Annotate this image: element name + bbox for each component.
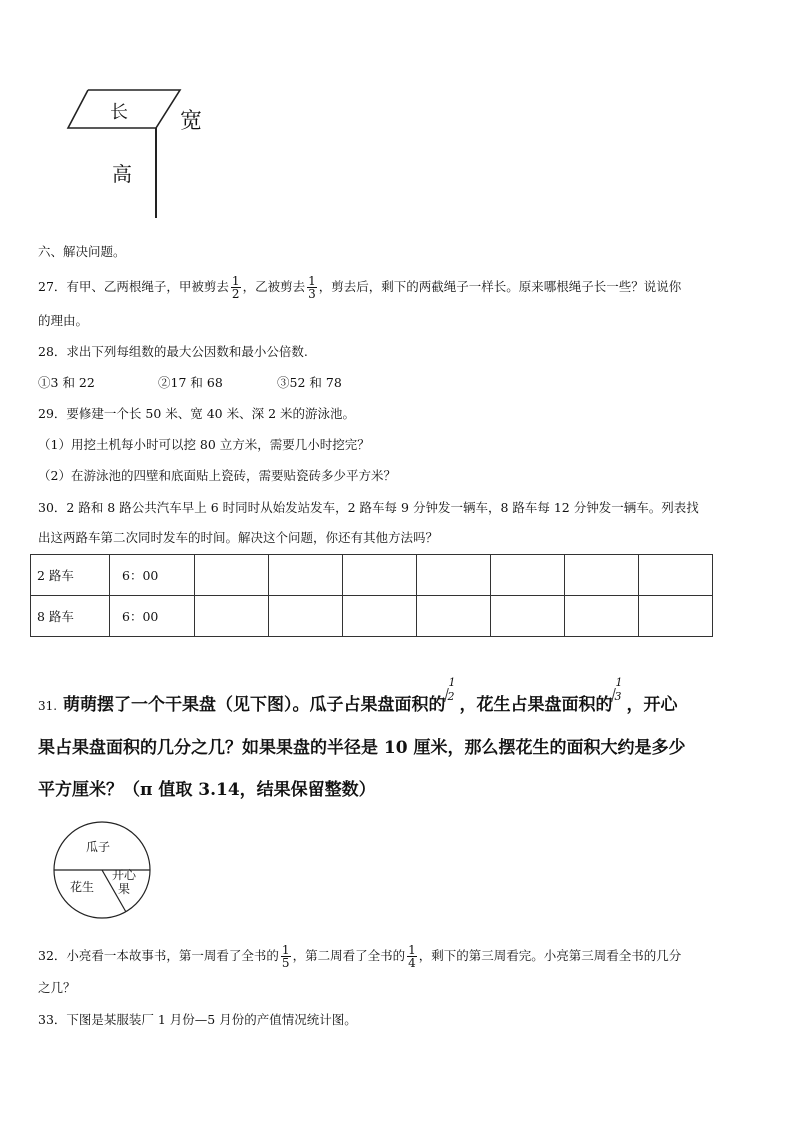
q27-suffix: ，剪去后，剩下的两截绳子一样长。原来哪根绳子长一些？说说你 [318, 279, 682, 294]
q27-fraction-1: $\frac{1}{2}$ [231, 274, 240, 301]
q28-item-3: ③52 和 78 [277, 375, 342, 390]
table-cell-time: 6：00 [110, 555, 195, 596]
box-width-label: 宽 [180, 109, 203, 134]
pie-label-pistachio-1: 开心 [112, 868, 137, 882]
table-cell-empty [417, 596, 491, 637]
question-32-line2: 之几？ [38, 980, 76, 995]
q31-text-b: ，花生占果盘面积的 [459, 695, 613, 715]
q32-prefix: 32．小亮看一本故事书，第一周看了全书的 [38, 948, 279, 963]
fruit-plate-diagram [50, 818, 160, 928]
table-cell-empty [343, 555, 417, 596]
q28-item-1: ①3 和 22 [38, 375, 95, 390]
table-cell-empty [417, 555, 491, 596]
section-title: 六、解决问题。 [38, 244, 126, 259]
question-31-line3: 平方厘米？（π 值取 3.14，结果保留整数） [38, 780, 376, 800]
table-cell-empty [195, 555, 269, 596]
table-row [31, 555, 713, 596]
table-cell-empty [195, 596, 269, 637]
table-cell-time: 6：00 [110, 596, 195, 637]
q27-prefix: 27．有甲、乙两根绳子，甲被剪去 [38, 279, 229, 294]
table-cell-empty [343, 596, 417, 637]
fruit-plate-circle [50, 818, 160, 928]
table-cell-empty [565, 555, 639, 596]
q31-fraction-2: 1 3 [613, 690, 627, 710]
pie-label-melon-seeds: 瓜子 [86, 840, 111, 854]
q31-number: 31. [38, 699, 58, 713]
q28-item-2: ②17 和 68 [158, 375, 223, 390]
q31-text-c: ，开心 [626, 695, 678, 715]
bus-schedule-table [30, 554, 713, 637]
q32-fraction-2: $\frac{1}{4}$ [408, 943, 416, 970]
q31-text-a: 萌萌摆了一个干果盘（见下图）。瓜子占果盘面积的 [63, 695, 446, 715]
box-figure-lines [60, 78, 230, 223]
q32-fraction-1: $\frac{1}{5}$ [281, 943, 290, 970]
question-28: 28．求出下列每组数的最大公因数和最小公倍数. [38, 344, 308, 359]
table-cell-empty [639, 555, 713, 596]
q32-suffix: ，剩下的第三周看完。小亮第三周看全书的几分 [418, 948, 682, 963]
question-31 [38, 676, 678, 715]
question-30: 30．2 路和 8 路公共汽车早上 6 时同时从始发站发车，2 路车每 9 分钟发一辆车，8 路车每 12 分钟发一辆车。列表找 [38, 500, 699, 515]
table-cell-empty [491, 555, 565, 596]
table-cell-empty [639, 596, 713, 637]
table-cell-empty [565, 596, 639, 637]
table-cell-empty [269, 596, 343, 637]
q27-fraction-2: $\frac{1}{3}$ [308, 274, 316, 301]
pie-label-pistachio-2: 果 [118, 882, 131, 896]
question-32 [38, 944, 681, 969]
q29-sub-1: （1）用挖土机每小时可以挖 80 立方米，需要几小时挖完？ [38, 437, 370, 452]
table-cell-route: 2 路车 [31, 555, 110, 596]
table-cell-empty [491, 596, 565, 637]
question-30-line2: 出这两路车第二次同时发车的时间。解决这个问题，你还有其他方法吗？ [38, 530, 439, 545]
q27-mid: ，乙被剪去 [242, 279, 306, 294]
table-cell-route: 8 路车 [31, 596, 110, 637]
box-figure [60, 78, 230, 223]
question-33: 33．下图是某服装厂 1 月份—5 月份的产值情况统计图。 [38, 1012, 357, 1027]
q31-fraction-1: 1 2 [446, 690, 460, 710]
question-29: 29．要修建一个长 50 米、宽 40 米、深 2 米的游泳池。 [38, 406, 356, 421]
question-31-line2: 果占果盘面积的几分之几？如果果盘的半径是 10 厘米，那么摆花生的面积大约是多少 [38, 738, 686, 758]
box-length-label: 长 [110, 102, 128, 123]
q29-sub-2: （2）在游泳池的四壁和底面贴上瓷砖，需要贴瓷砖多少平方米？ [38, 468, 396, 483]
box-height-label: 高 [112, 162, 132, 186]
table-cell-empty [269, 555, 343, 596]
pie-label-peanuts: 花生 [70, 880, 95, 894]
q32-mid: ，第二周看了全书的 [292, 948, 406, 963]
question-27 [38, 275, 681, 300]
table-row [31, 596, 713, 637]
question-27-line2: 的理由。 [38, 313, 89, 328]
